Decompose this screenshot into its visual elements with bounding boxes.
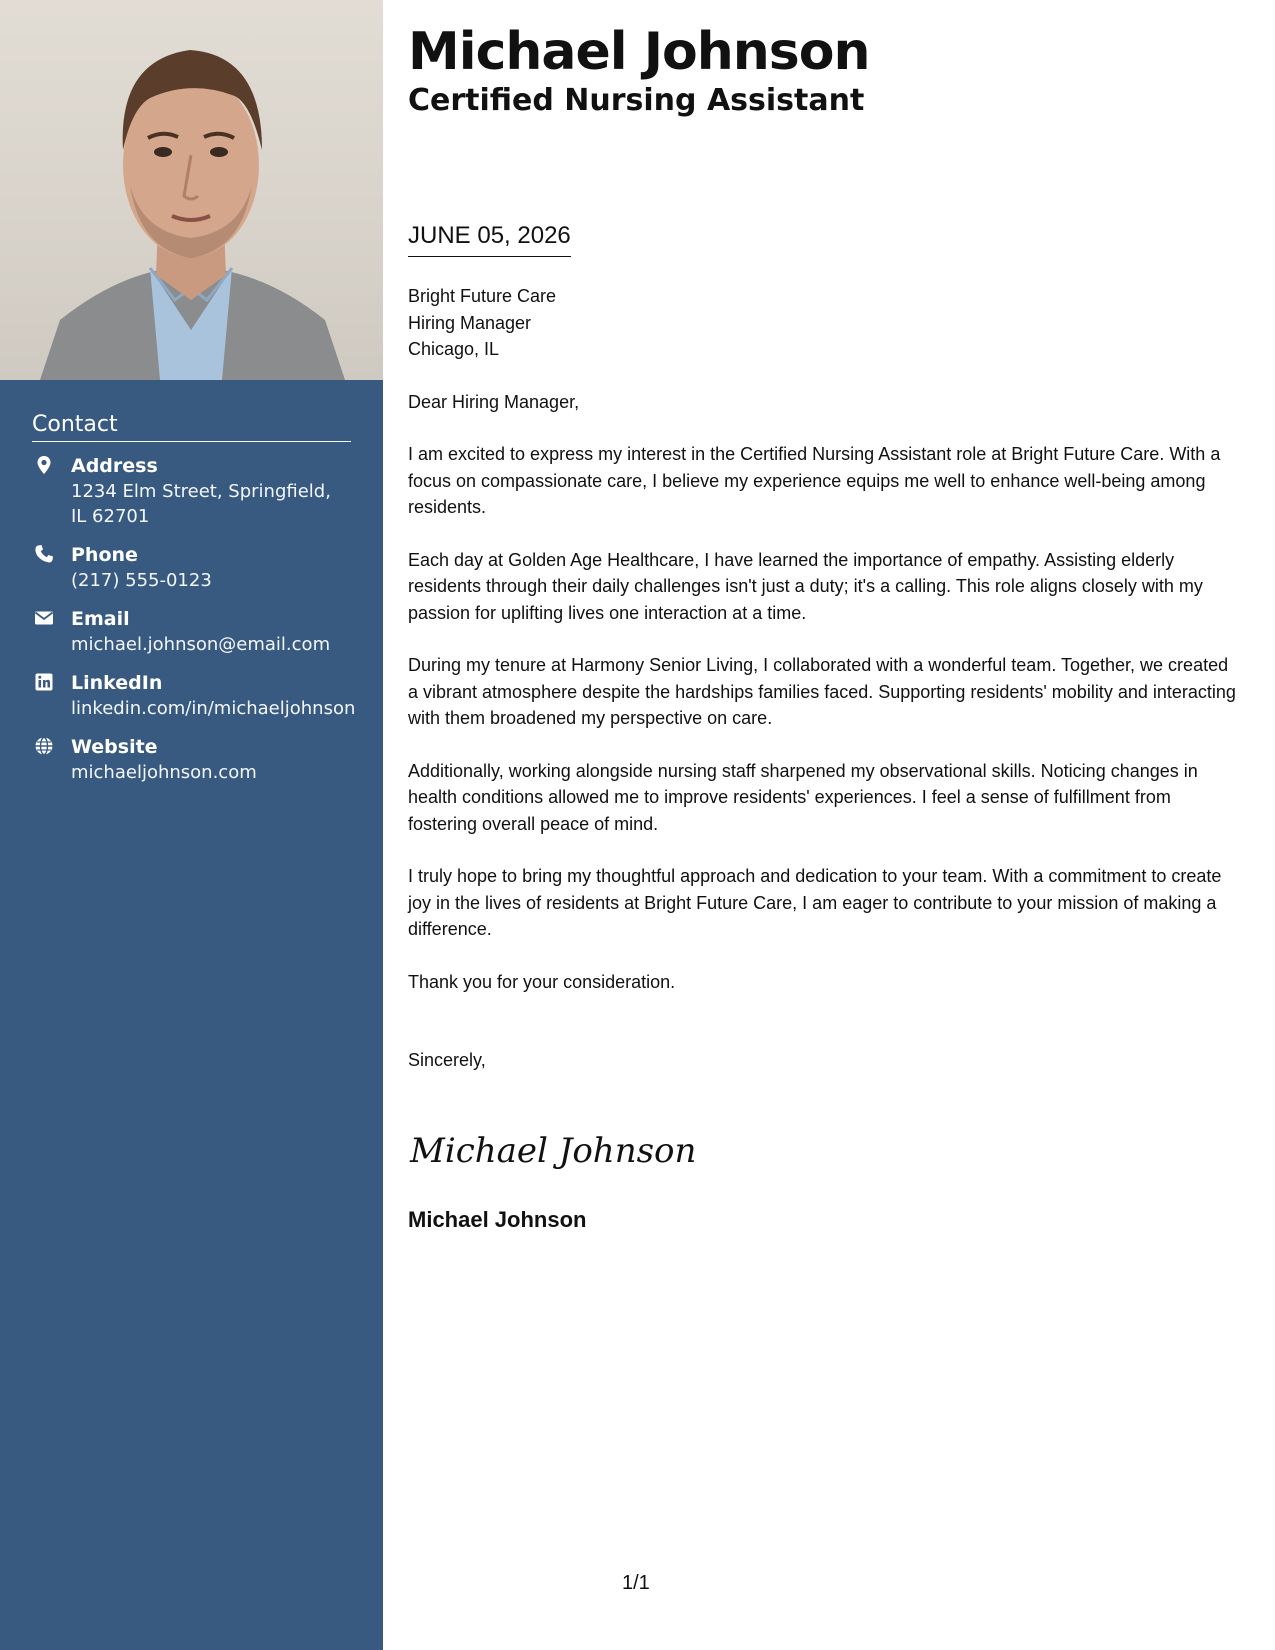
profile-photo xyxy=(0,0,383,380)
closing: Sincerely, xyxy=(408,1050,486,1070)
applicant-name: Michael Johnson xyxy=(408,22,870,82)
paragraph: Each day at Golden Age Healthcare, I have learned the importance of empathy. Assisting elderly residents through their daily challenges isn't just a duty; it's a calling. This role aligns closely with my passion for uplifting lives one interaction at a time. xyxy=(408,549,1203,623)
contact-label: LinkedIn xyxy=(71,672,163,694)
letter-body xyxy=(408,283,1243,1234)
paragraph: I truly hope to bring my thoughtful approach and dedication to your team. With a commitment to create joy in the lives of residents at Bright Future Care, I am eager to contribute to your mission of making a difference. xyxy=(408,866,1222,939)
contact-value: 1234 Elm Street, Springfield, IL 62701 xyxy=(71,481,331,527)
contact-phone xyxy=(32,543,351,593)
envelope-icon xyxy=(34,608,54,628)
location-pin-icon xyxy=(34,455,54,475)
sidebar xyxy=(0,0,383,1650)
linkedin-icon xyxy=(34,672,54,692)
contact-value: michaeljohnson.com xyxy=(71,762,257,783)
contact-website xyxy=(32,735,351,785)
contact-label: Address xyxy=(71,455,158,477)
recipient-title: Hiring Manager xyxy=(408,312,532,333)
paragraph: During my tenure at Harmony Senior Living, I collaborated with a wonderful team. Together, we created a vibrant atmosphere despite the hardships families faced. Supporting residents' mobility and interacting with them broadened my perspective on care. xyxy=(408,655,1236,728)
phone-icon xyxy=(34,544,54,564)
contact-label: Email xyxy=(71,608,130,630)
contact-label: Website xyxy=(71,736,158,758)
thanks-line: Thank you for your consideration. xyxy=(408,971,676,992)
salutation: Dear Hiring Manager, xyxy=(408,391,580,412)
letter-date: JUNE 05, 2026 xyxy=(408,222,571,257)
contact-section xyxy=(32,412,356,799)
contact-heading: Contact xyxy=(32,412,351,442)
recipient-location: Chicago, IL xyxy=(408,339,500,359)
globe-icon xyxy=(34,736,54,756)
signature-text: Michael Johnson xyxy=(410,1130,697,1171)
page-number: 1/1 xyxy=(622,1572,650,1594)
contact-value: michael.johnson@email.com xyxy=(71,634,331,655)
signer-name: Michael Johnson xyxy=(408,1207,587,1232)
signature-image xyxy=(408,1118,708,1178)
paragraph: I am excited to express my interest in the Certified Nursing Assistant role at Bright Future Care. With a focus on compassionate care, I believe my experience equips me well to enhance well-being among residents. xyxy=(408,444,1221,517)
contact-linkedin xyxy=(32,671,356,721)
recipient-block xyxy=(408,283,1243,363)
portrait-image xyxy=(0,0,383,380)
contact-label: Phone xyxy=(71,544,138,566)
contact-address xyxy=(32,454,351,529)
job-title: Certified Nursing Assistant xyxy=(408,83,865,118)
contact-value: (217) 555-0123 xyxy=(71,570,212,591)
recipient-company: Bright Future Care xyxy=(408,286,557,306)
paragraph: Additionally, working alongside nursing staff sharpened my observational skills. Noticing changes in health conditions allowed me to improve residents' experiences. I feel a sense of fulfillment from fostering overall peace of mind. xyxy=(408,760,1198,834)
contact-value: linkedin.com/in/michaeljohnson xyxy=(71,698,356,719)
contact-email xyxy=(32,607,351,657)
